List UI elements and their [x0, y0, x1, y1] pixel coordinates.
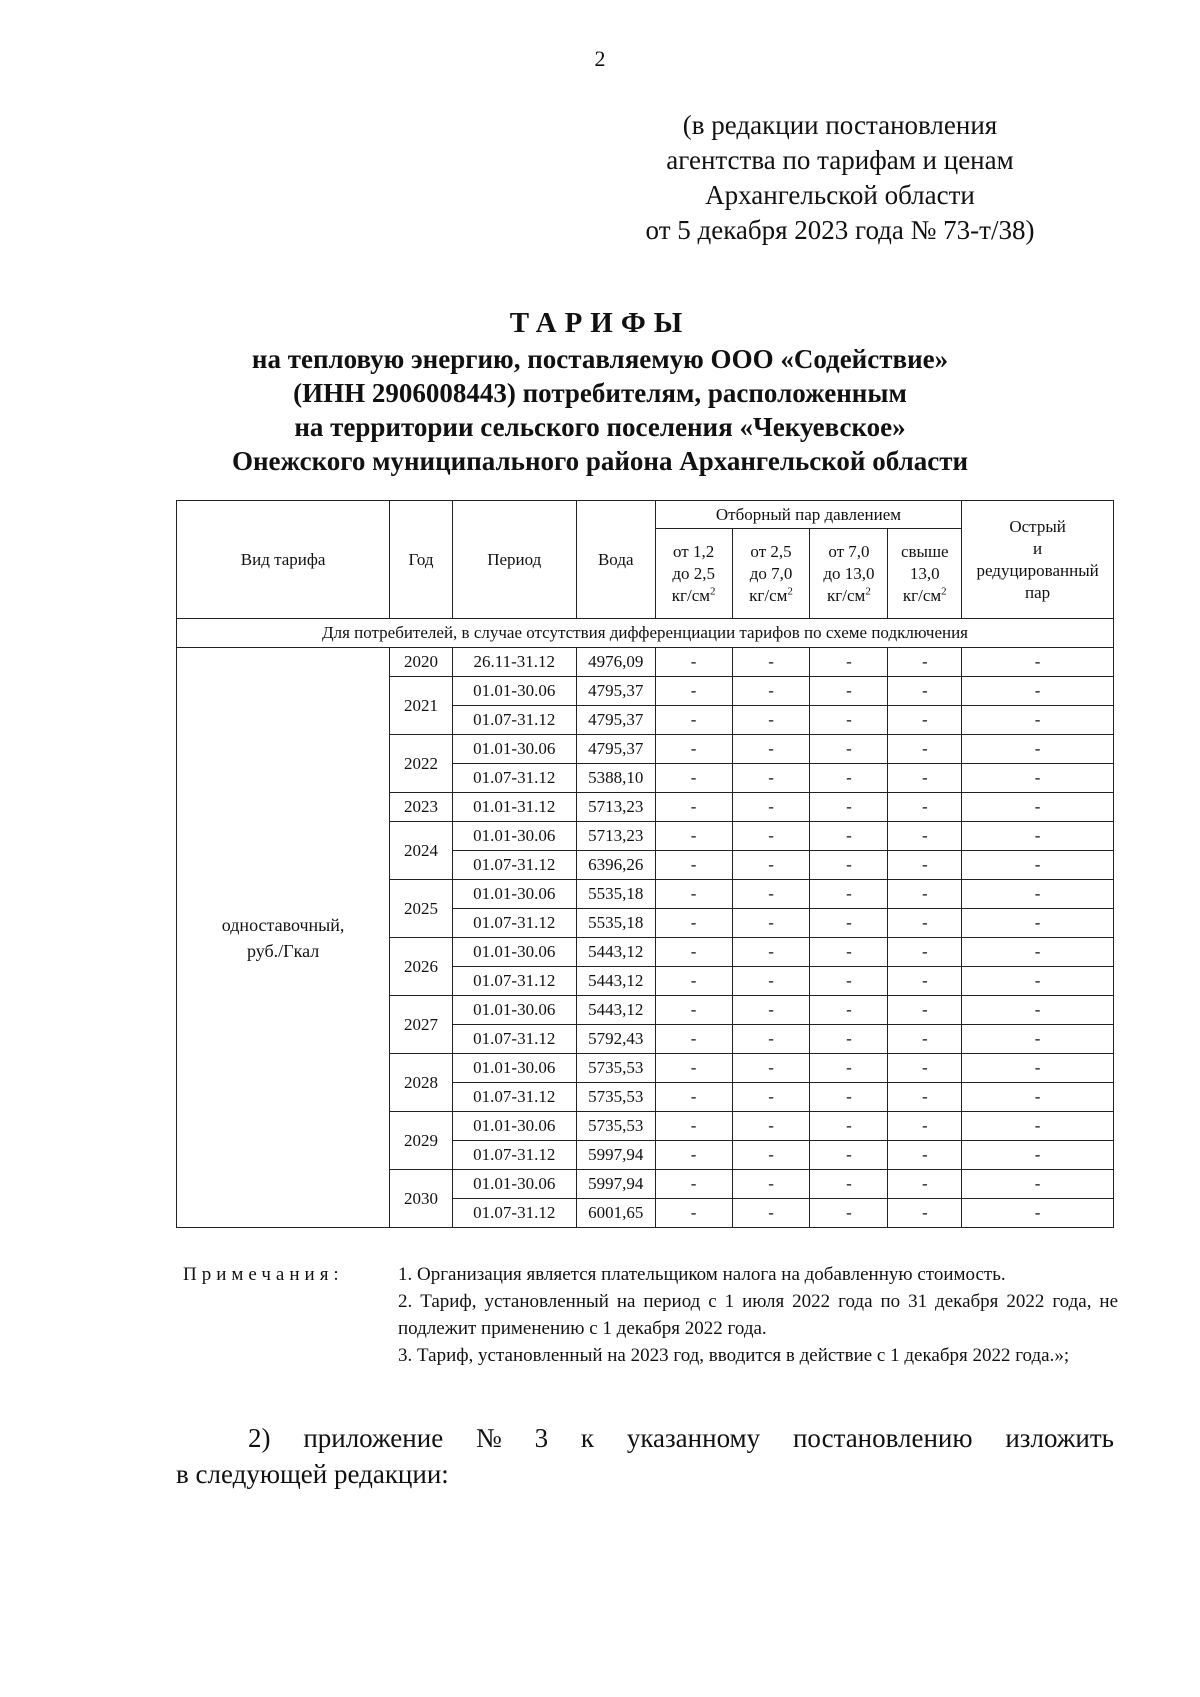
year-cell: 2022 — [390, 735, 453, 793]
tariff-kind-line: руб./Гкал — [247, 940, 320, 961]
dash-cell: - — [888, 1170, 962, 1199]
edition-line: от 5 декабря 2023 года № 73-т/38) — [645, 215, 1035, 245]
notes-list — [398, 1261, 1118, 1369]
year-cell: 2024 — [390, 822, 453, 880]
water-cell: 5443,12 — [576, 938, 655, 967]
dash-cell: - — [655, 1054, 732, 1083]
year-cell: 2025 — [390, 880, 453, 938]
water-cell: 4795,37 — [576, 735, 655, 764]
closing-line-2: в следующей редакции: — [176, 1459, 449, 1489]
unit-text: кг/см — [671, 585, 711, 605]
dash-cell: - — [810, 1025, 888, 1054]
dash-cell: - — [962, 793, 1114, 822]
dash-cell: - — [810, 1083, 888, 1112]
water-cell: 5535,18 — [576, 880, 655, 909]
closing-word: № — [476, 1423, 502, 1453]
closing-word: изложить — [1005, 1423, 1114, 1453]
dash-cell: - — [732, 735, 810, 764]
water-cell: 5713,23 — [576, 793, 655, 822]
dash-cell: - — [888, 967, 962, 996]
header-pressure-line: до 7,0 — [749, 563, 793, 583]
dash-cell: - — [810, 1112, 888, 1141]
dash-cell: - — [810, 764, 888, 793]
water-cell: 6001,65 — [576, 1199, 655, 1228]
closing-line-1 — [176, 1420, 1114, 1456]
period-cell: 01.07-31.12 — [452, 851, 576, 880]
dash-cell: - — [888, 1025, 962, 1054]
header-kind: Вид тарифа — [177, 501, 390, 619]
note-item: 2. Тариф, установленный на период с 1 июля 2022 года по 31 декабря 2022 года, не подлежит применению с 1 декабря 2022 года. — [398, 1291, 1118, 1339]
header-sharp-line: и — [1033, 538, 1043, 558]
closing-word: указанному — [626, 1423, 761, 1453]
dash-cell: - — [732, 1025, 810, 1054]
header-year: Год — [390, 501, 453, 619]
dash-cell: - — [962, 1141, 1114, 1170]
dash-cell: - — [732, 1083, 810, 1112]
period-cell: 01.01-30.06 — [452, 1170, 576, 1199]
period-cell: 01.01-30.06 — [452, 880, 576, 909]
table-row — [177, 648, 1114, 677]
dash-cell: - — [810, 1170, 888, 1199]
water-cell: 5997,94 — [576, 1141, 655, 1170]
water-cell: 5388,10 — [576, 764, 655, 793]
dash-cell: - — [888, 851, 962, 880]
header-sharp-line: Острый — [1009, 516, 1066, 536]
dash-cell: - — [962, 1083, 1114, 1112]
dash-cell: - — [888, 706, 962, 735]
dash-cell: - — [888, 1199, 962, 1228]
dash-cell: - — [810, 793, 888, 822]
year-cell: 2027 — [390, 996, 453, 1054]
period-cell: 26.11-31.12 — [452, 648, 576, 677]
note-item: 3. Тариф, установленный на 2023 год, вводится в действие с 1 декабря 2022 года.»; — [398, 1345, 1070, 1366]
water-cell: 5735,53 — [576, 1054, 655, 1083]
water-cell: 5535,18 — [576, 909, 655, 938]
dash-cell: - — [962, 735, 1114, 764]
dash-cell: - — [655, 909, 732, 938]
unit-sup: 2 — [787, 584, 793, 597]
tariff-kind-line: одноставочный, — [221, 914, 345, 935]
period-cell: 01.07-31.12 — [452, 706, 576, 735]
period-cell: 01.07-31.12 — [452, 1083, 576, 1112]
dash-cell: - — [655, 938, 732, 967]
period-cell: 01.01-30.06 — [452, 1054, 576, 1083]
dash-cell: - — [810, 822, 888, 851]
period-cell: 01.01-30.06 — [452, 996, 576, 1025]
dash-cell: - — [655, 706, 732, 735]
dash-cell: - — [962, 1054, 1114, 1083]
dash-cell: - — [732, 1199, 810, 1228]
title-main: ТАРИФЫ — [509, 307, 691, 339]
dash-cell: - — [655, 793, 732, 822]
dash-cell: - — [888, 764, 962, 793]
dash-cell: - — [655, 996, 732, 1025]
year-cell: 2030 — [390, 1170, 453, 1228]
period-cell: 01.07-31.12 — [452, 1141, 576, 1170]
edition-line: агентства по тарифам и ценам — [666, 145, 1014, 175]
closing-paragraph — [176, 1420, 1114, 1492]
note-item: 1. Организация является плательщиком налога на добавленную стоимость. — [398, 1264, 1006, 1285]
header-period: Период — [452, 501, 576, 619]
header-pressure-unit — [656, 585, 732, 607]
dash-cell: - — [962, 938, 1114, 967]
header-sharp-line: редуцированный — [976, 560, 1099, 580]
dash-cell: - — [962, 648, 1114, 677]
edition-line: (в редакции постановления — [682, 110, 998, 140]
dash-cell: - — [655, 764, 732, 793]
dash-cell: - — [888, 1141, 962, 1170]
dash-cell: - — [810, 648, 888, 677]
dash-cell: - — [962, 909, 1114, 938]
year-cell: 2020 — [390, 648, 453, 677]
water-cell: 5792,43 — [576, 1025, 655, 1054]
dash-cell: - — [810, 996, 888, 1025]
header-pressure-line: до 2,5 — [672, 563, 715, 583]
dash-cell: - — [655, 1025, 732, 1054]
table-subheader: Для потребителей, в случае отсутствия дифференциации тарифов по схеме подключения — [177, 619, 1114, 648]
title-line: на тепловую энергию, поставляемую ООО «Содействие» — [251, 344, 949, 374]
dash-cell: - — [732, 648, 810, 677]
unit-text: кг/см — [827, 585, 866, 605]
unit-text: кг/см — [749, 585, 788, 605]
dash-cell: - — [962, 1170, 1114, 1199]
edition-line: Архангельской области — [705, 180, 975, 210]
water-cell: 5713,23 — [576, 822, 655, 851]
year-cell: 2023 — [390, 793, 453, 822]
dash-cell: - — [655, 1199, 732, 1228]
dash-cell: - — [810, 1054, 888, 1083]
title-line: (ИНН 2906008443) потребителям, расположенным — [293, 378, 907, 408]
header-pressure-1 — [655, 529, 732, 619]
dash-cell: - — [655, 967, 732, 996]
year-cell: 2029 — [390, 1112, 453, 1170]
header-pressure-4 — [888, 529, 962, 619]
dash-cell: - — [962, 880, 1114, 909]
closing-word: к — [580, 1423, 595, 1453]
document-title — [0, 306, 1200, 478]
dash-cell: - — [888, 822, 962, 851]
header-pressure-line: свыше — [900, 541, 949, 561]
water-cell: 5735,53 — [576, 1083, 655, 1112]
header-water: Вода — [576, 501, 655, 619]
dash-cell: - — [888, 938, 962, 967]
dash-cell: - — [962, 851, 1114, 880]
water-cell: 5443,12 — [576, 996, 655, 1025]
dash-cell: - — [962, 1112, 1114, 1141]
dash-cell: - — [810, 735, 888, 764]
dash-cell: - — [888, 996, 962, 1025]
dash-cell: - — [732, 851, 810, 880]
dash-cell: - — [655, 1141, 732, 1170]
dash-cell: - — [732, 764, 810, 793]
dash-cell: - — [732, 1170, 810, 1199]
dash-cell: - — [732, 996, 810, 1025]
dash-cell: - — [888, 648, 962, 677]
dash-cell: - — [888, 1112, 962, 1141]
tariff-kind — [177, 648, 390, 1228]
header-pressure-line: до 13,0 — [823, 563, 875, 583]
dash-cell: - — [732, 1141, 810, 1170]
header-pressure-unit — [888, 585, 961, 607]
dash-cell: - — [810, 1199, 888, 1228]
dash-cell: - — [732, 880, 810, 909]
closing-word: постановлению — [792, 1423, 973, 1453]
dash-cell: - — [962, 1025, 1114, 1054]
page-number: 2 — [594, 46, 606, 71]
header-sharp-steam — [962, 501, 1114, 619]
dash-cell: - — [732, 1112, 810, 1141]
dash-cell: - — [810, 677, 888, 706]
dash-cell: - — [962, 1199, 1114, 1228]
dash-cell: - — [888, 880, 962, 909]
period-cell: 01.07-31.12 — [452, 909, 576, 938]
tariff-table — [176, 500, 1114, 1228]
header-pressure-unit — [733, 585, 810, 607]
dash-cell: - — [655, 851, 732, 880]
dash-cell: - — [888, 677, 962, 706]
water-cell: 6396,26 — [576, 851, 655, 880]
dash-cell: - — [888, 1083, 962, 1112]
period-cell: 01.01-30.06 — [452, 735, 576, 764]
water-cell: 4795,37 — [576, 677, 655, 706]
dash-cell: - — [962, 996, 1114, 1025]
dash-cell: - — [810, 851, 888, 880]
header-pressure-unit — [810, 585, 887, 607]
dash-cell: - — [810, 706, 888, 735]
title-line: на территории сельского поселения «Чекуевское» — [294, 412, 906, 442]
dash-cell: - — [810, 880, 888, 909]
period-cell: 01.01-30.06 — [452, 677, 576, 706]
dash-cell: - — [732, 822, 810, 851]
closing-word: 2) — [248, 1423, 271, 1453]
dash-cell: - — [732, 938, 810, 967]
dash-cell: - — [655, 822, 732, 851]
water-cell: 5443,12 — [576, 967, 655, 996]
dash-cell: - — [888, 909, 962, 938]
unit-sup: 2 — [941, 584, 947, 597]
dash-cell: - — [655, 1112, 732, 1141]
dash-cell: - — [962, 706, 1114, 735]
dash-cell: - — [732, 706, 810, 735]
water-cell: 5997,94 — [576, 1170, 655, 1199]
period-cell: 01.01-30.06 — [452, 822, 576, 851]
dash-cell: - — [962, 967, 1114, 996]
closing-word: 3 — [534, 1423, 549, 1453]
dash-cell: - — [732, 1054, 810, 1083]
dash-cell: - — [962, 764, 1114, 793]
dash-cell: - — [655, 735, 732, 764]
title-line: Онежского муниципального района Архангельской области — [231, 446, 969, 476]
dash-cell: - — [655, 1083, 732, 1112]
period-cell: 01.07-31.12 — [452, 1199, 576, 1228]
period-cell: 01.07-31.12 — [452, 764, 576, 793]
dash-cell: - — [888, 793, 962, 822]
dash-cell: - — [655, 648, 732, 677]
year-cell: 2026 — [390, 938, 453, 996]
header-pressure-2 — [732, 529, 810, 619]
period-cell: 01.01-30.06 — [452, 938, 576, 967]
dash-cell: - — [810, 1141, 888, 1170]
dash-cell: - — [655, 677, 732, 706]
dash-cell: - — [732, 793, 810, 822]
dash-cell: - — [732, 677, 810, 706]
period-cell: 01.07-31.12 — [452, 1025, 576, 1054]
notes-label: Примечания: — [183, 1264, 344, 1285]
dash-cell: - — [732, 909, 810, 938]
dash-cell: - — [810, 909, 888, 938]
dash-cell: - — [810, 967, 888, 996]
dash-cell: - — [655, 1170, 732, 1199]
dash-cell: - — [655, 880, 732, 909]
water-cell: 4976,09 — [576, 648, 655, 677]
unit-sup: 2 — [865, 584, 871, 597]
header-pressure-line: от 1,2 — [673, 541, 715, 561]
period-cell: 01.01-31.12 — [452, 793, 576, 822]
header-pressure-line: 13,0 — [909, 563, 940, 583]
dash-cell: - — [962, 822, 1114, 851]
closing-word: приложение — [303, 1423, 444, 1453]
year-cell: 2021 — [390, 677, 453, 735]
header-pressure-line: от 2,5 — [750, 541, 792, 561]
edition-note — [600, 108, 1080, 248]
period-cell: 01.07-31.12 — [452, 967, 576, 996]
unit-sup: 2 — [710, 584, 716, 597]
year-cell: 2028 — [390, 1054, 453, 1112]
unit-text: кг/см — [902, 585, 942, 605]
water-cell: 5735,53 — [576, 1112, 655, 1141]
header-steam-group: Отборный пар давлением — [655, 501, 962, 529]
water-cell: 4795,37 — [576, 706, 655, 735]
header-pressure-line: от 7,0 — [828, 541, 870, 561]
header-pressure-3 — [810, 529, 888, 619]
period-cell: 01.01-30.06 — [452, 1112, 576, 1141]
dash-cell: - — [962, 677, 1114, 706]
header-sharp-line: пар — [1025, 582, 1051, 602]
dash-cell: - — [888, 735, 962, 764]
dash-cell: - — [810, 938, 888, 967]
dash-cell: - — [888, 1054, 962, 1083]
dash-cell: - — [732, 967, 810, 996]
